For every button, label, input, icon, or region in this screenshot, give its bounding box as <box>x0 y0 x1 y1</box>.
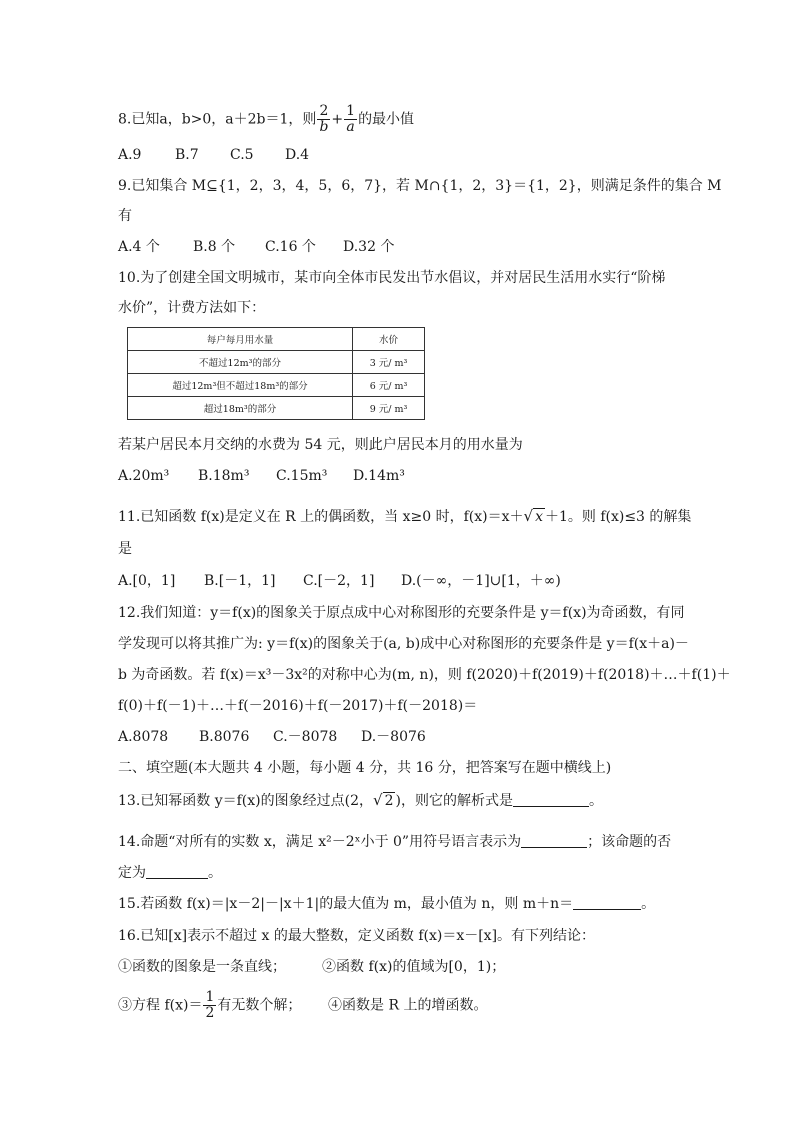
sqrt-x: √ x <box>523 507 543 525</box>
question-10-line1: 10.为了创建全国文明城市，某市向全体市民发出节水倡议，并对居民生活用水实行“阶梯 <box>118 270 666 286</box>
table-cell: 3 元/ m³ <box>353 351 425 374</box>
option-b: B.[－1，1] <box>204 573 276 589</box>
table-cell: 6 元/ m³ <box>353 374 425 397</box>
table-cell: 不超过12m³的部分 <box>128 351 353 374</box>
question-8: 8.已知a，b>0，a＋2b＝1，则 $\frac{2}{b}$ + $\frac{1}{a}$ 的最小值 <box>118 103 415 135</box>
conclusion-4: ④函数是 R 上的增函数。 <box>328 997 488 1014</box>
fraction-1-over-2: $\frac{1}{2}$ <box>205 989 215 1021</box>
option-a: A.4 个 <box>118 239 160 255</box>
fraction-2-over-b: $\frac{2}{b}$ <box>319 103 329 135</box>
conclusion-3: ③方程 f(x)＝ $\frac{1}{2}$ 有无数个解； <box>118 989 302 1021</box>
option-b: B.18m³ <box>198 468 250 484</box>
question-9-line2: 有 <box>118 208 132 224</box>
question-11-line2: 是 <box>118 541 132 557</box>
question-16-conclusions-1-2 <box>118 957 505 977</box>
table-header: 每户每月用水量 <box>128 328 353 351</box>
table-cell: 超过18m³的部分 <box>128 397 353 420</box>
option-d: D.32 个 <box>343 239 395 255</box>
question-9-line1: 9.已知集合 M⊆{1，2，3，4，5，6，7}，若 M∩{1，2，3}＝{1，2}，则满足条件的集合 M <box>118 178 722 194</box>
question-12-line1: 12.我们知道：y＝f(x)的图象关于原点成中心对称图形的充要条件是 y＝f(x)为奇函数，有同 <box>118 605 685 621</box>
q9-options <box>118 237 394 257</box>
answer-blank[interactable] <box>513 792 589 807</box>
table-row <box>128 374 425 397</box>
q10-options <box>118 466 405 486</box>
question-16-conclusions-3-4 <box>118 990 487 1021</box>
section-2-heading: 二、填空题(本大题共 4 小题，每小题 4 分，共 16 分，把答案写在题中横线上) <box>118 760 612 776</box>
option-c: C.15m³ <box>276 468 328 484</box>
q12-options <box>118 727 426 747</box>
option-c: C.16 个 <box>265 239 316 255</box>
answer-blank[interactable] <box>573 895 641 910</box>
question-13: 13.已知幂函数 y＝f(x)的图象经过点(2，√ 2 )，则它的解析式是 。 <box>118 791 603 809</box>
sqrt-2: √ 2 <box>373 791 394 809</box>
table-cell: 9 元/ m³ <box>353 397 425 420</box>
option-d: D.(－∞，－1]∪[1，＋∞) <box>401 573 561 589</box>
table-row <box>128 397 425 420</box>
option-d: D.4 <box>285 147 310 163</box>
answer-blank[interactable] <box>521 833 587 848</box>
question-12-line4: f(0)＋f(－1)＋…＋f(－2016)＋f(－2017)＋f(－2018)＝ <box>118 698 478 714</box>
option-a: A.[0，1] <box>118 573 176 589</box>
table-header-row <box>128 328 425 351</box>
option-d: D.14m³ <box>353 468 405 484</box>
conclusion-1: ①函数的图象是一条直线； <box>118 959 286 975</box>
question-10-line3: 若某户居民本月交纳的水费为 54 元，则此户居民本月的用水量为 <box>118 437 523 453</box>
option-a: A.9 <box>118 147 142 163</box>
answer-blank[interactable] <box>146 864 208 879</box>
question-16-line1: 16.已知[x]表示不超过 x 的最大整数，定义函数 f(x)＝x－[x]。有下列结论： <box>118 928 596 944</box>
option-a: A.20m³ <box>118 468 170 484</box>
option-d: D.－8076 <box>361 729 426 745</box>
option-b: B.7 <box>175 147 199 163</box>
water-price-table <box>127 327 425 420</box>
question-10-line2: 水价”，计费方法如下： <box>118 300 266 316</box>
table-header: 水价 <box>353 328 425 351</box>
q11-options <box>118 571 561 591</box>
option-b: B.8 个 <box>193 239 236 255</box>
question-11-line1: 11.已知函数 f(x)是定义在 R 上的偶函数，当 x≥0 时，f(x)＝x＋√ x ＋1。则 f(x)≤3 的解集 <box>118 507 692 525</box>
option-a: A.8078 <box>118 729 169 745</box>
question-12-line2: 学发现可以将其推广为: y＝f(x)的图象关于(a, b)成中心对称图形的充要条件是 y＝f(x＋a)－ <box>118 636 689 652</box>
table-row <box>128 351 425 374</box>
option-c: C.－8078 <box>273 729 338 745</box>
table-cell: 超过12m³但不超过18m³的部分 <box>128 374 353 397</box>
question-14-line1: 14.命题“对所有的实数 x，满足 x²－2ˣ小于 0”用符号语言表示为 ；该命题的否 <box>118 834 672 850</box>
question-15: 15.若函数 f(x)＝|x－2|－|x＋1|的最大值为 m，最小值为 n，则 m＋n＝ 。 <box>118 896 656 912</box>
fraction-1-over-a: $\frac{1}{a}$ <box>346 103 356 135</box>
q8-prefix: 8.已知a，b>0，a＋2b＝1，则 <box>118 111 317 128</box>
question-14-line2: 定为 。 <box>118 865 222 881</box>
question-12-line3: b 为奇函数。若 f(x)＝x³－3x²的对称中心为(m, n)，则 f(2020)＋f(2019)＋f(2018)＋…＋f(1)＋ <box>118 667 731 683</box>
option-c: C.[－2，1] <box>303 573 375 589</box>
q8-options <box>118 145 309 165</box>
conclusion-2: ②函数 f(x)的值域为[0，1)； <box>322 959 506 975</box>
option-c: C.5 <box>230 147 254 163</box>
option-b: B.8076 <box>199 729 250 745</box>
